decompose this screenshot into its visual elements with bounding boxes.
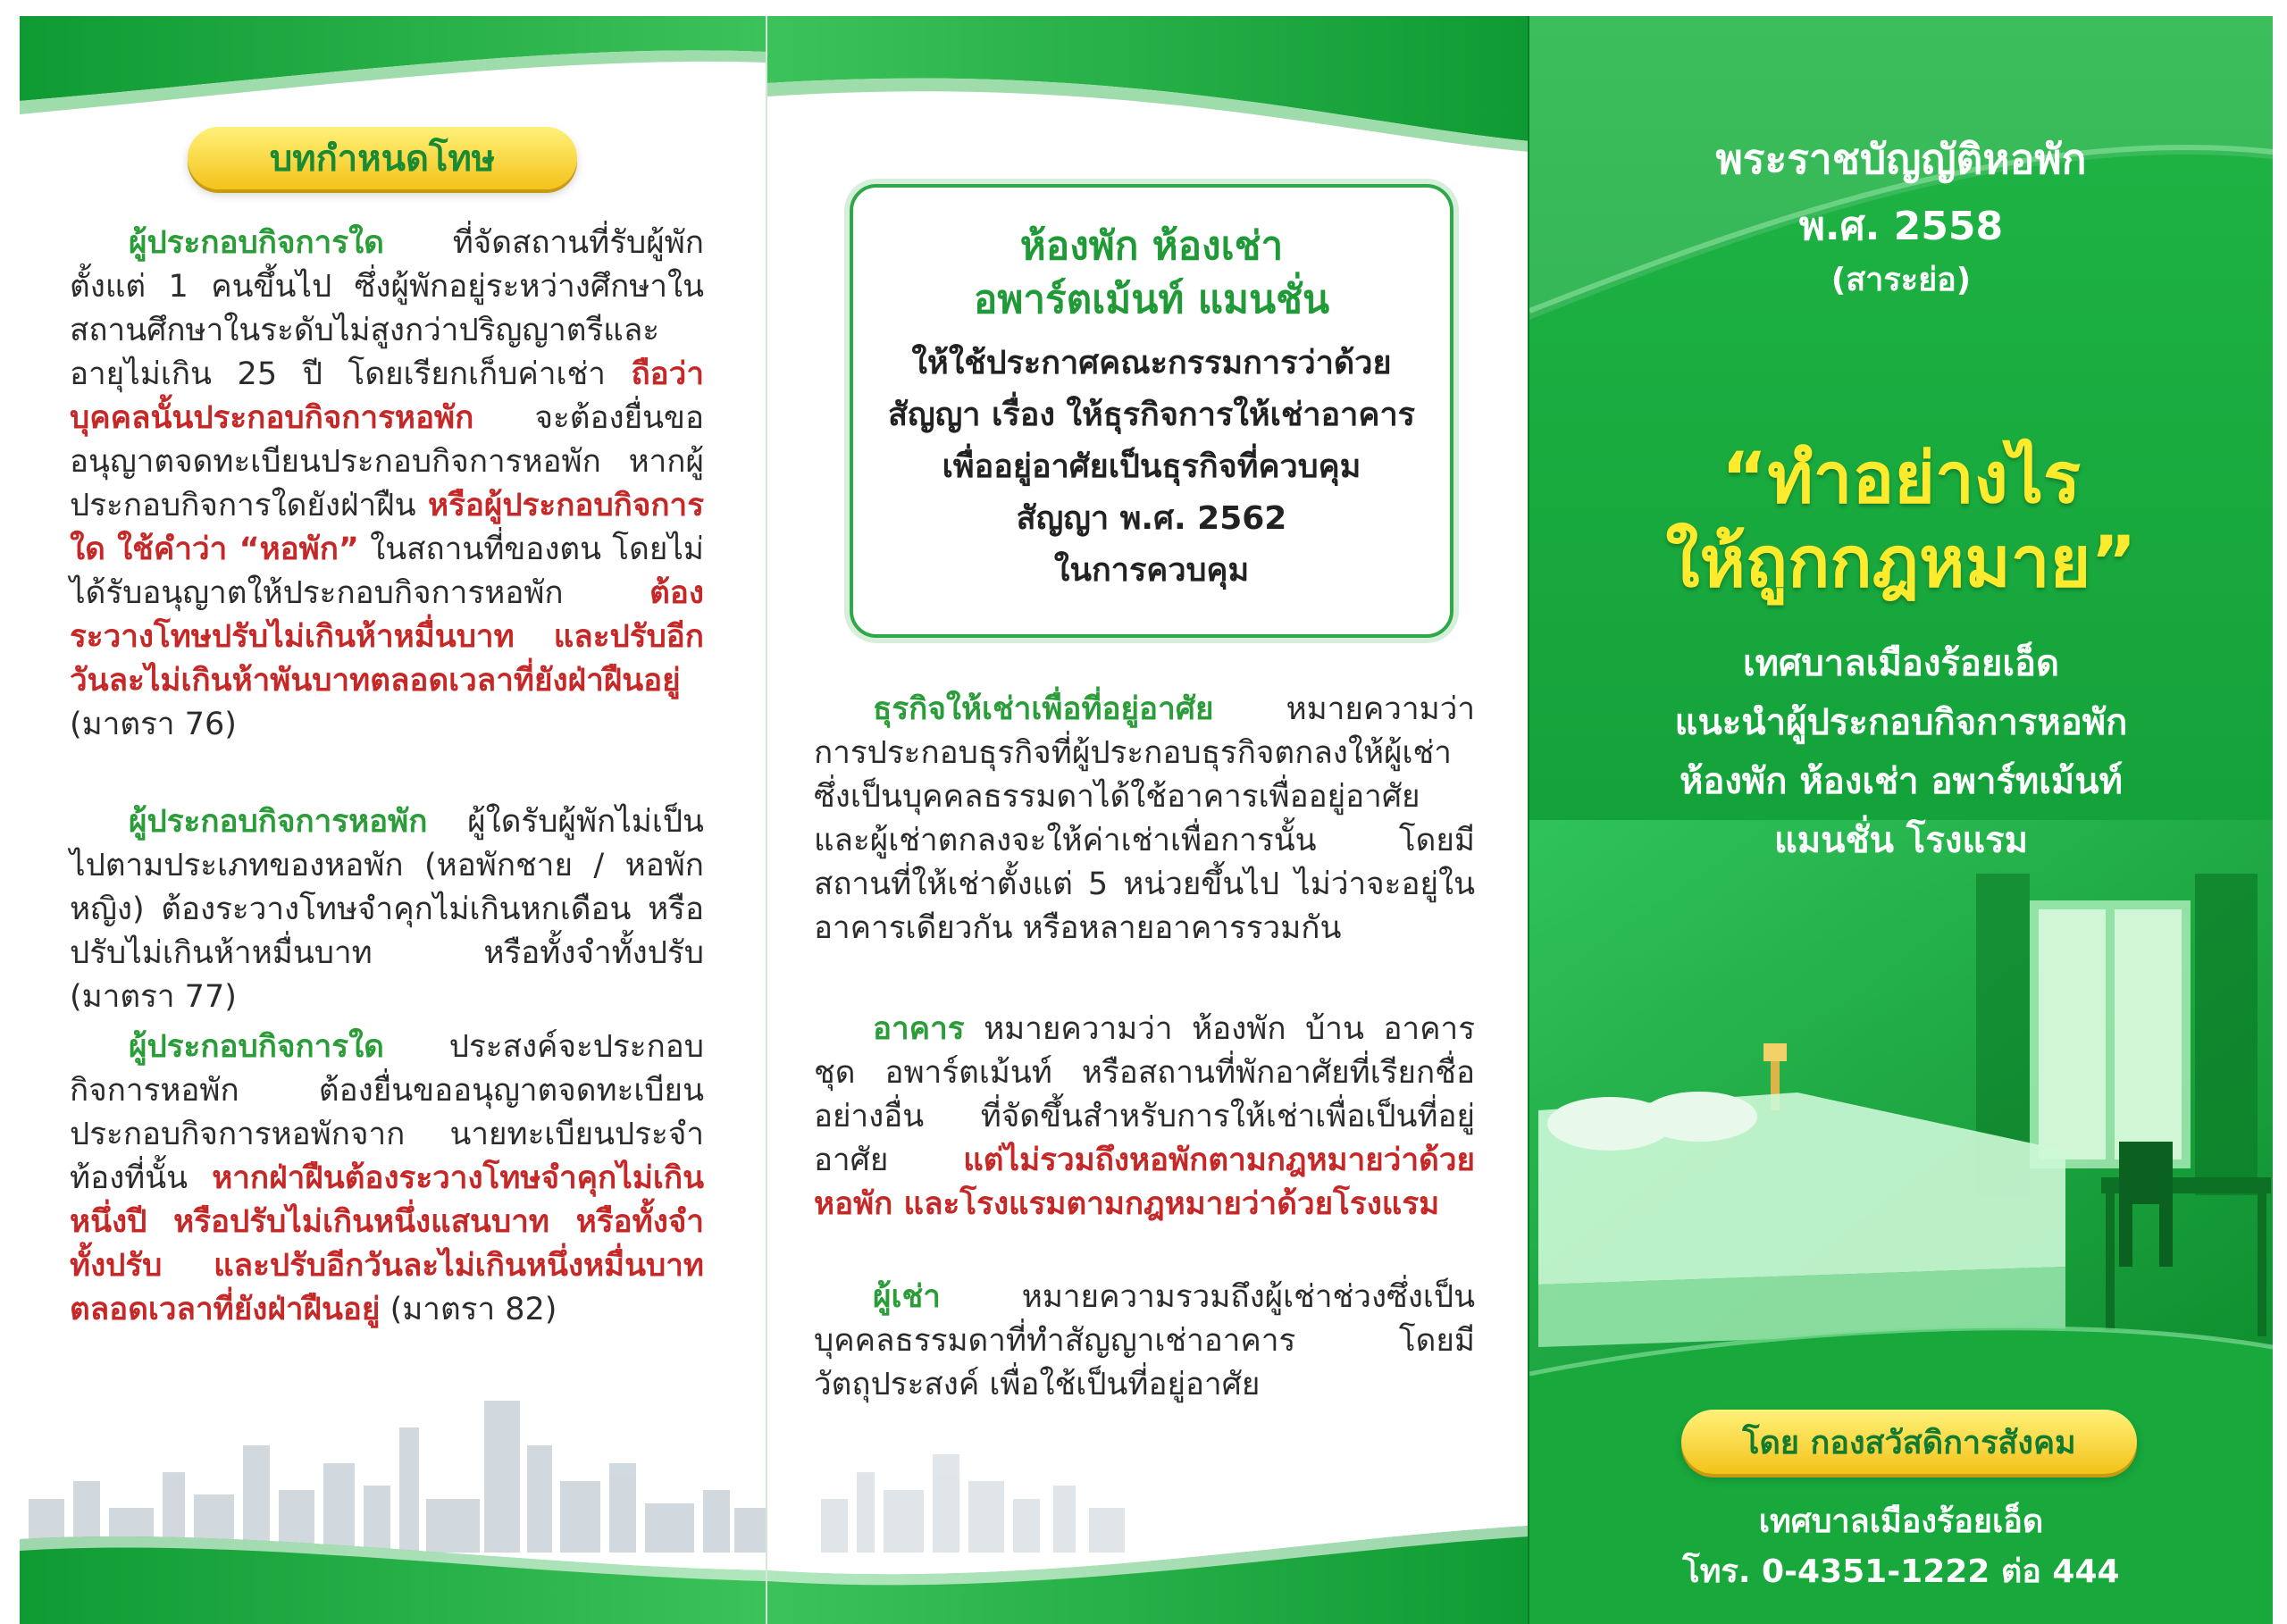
para1-highlight-a: ถือว่าบุคคลนั้นประกอบกิจการหอพัก xyxy=(70,356,704,436)
def3-text: หมายความรวมถึงผู้เช่าช่วงซึ่งเป็นบุคคลธรรมดาที่ทำสัญญาเช่าอาคาร โดยมีวัตถุประสงค์ เพื่อใช้เป็นที่อยู่อาศัย xyxy=(814,1279,1475,1402)
cover-subtitle-4: แมนชั่น โรงแรม xyxy=(1773,820,2029,861)
cover-subtitle-2: แนะนำผู้ประกอบกิจการหอพัก xyxy=(1674,702,2128,743)
panel-penalties xyxy=(20,16,766,1624)
brochure-sheet xyxy=(20,16,2271,1624)
para2-text: ผู้ใดรับผู้พักไม่เป็นไปตามประเภทของหอพัก (หอพักชาย / หอพักหญิง) ต้องระวางโทษจำคุกไม่เกินหกเดือน หรือปรับไม่เกินห้าหมื่นบาท หรือทั้งจำทั้งปรับ (มาตรา 77) xyxy=(70,804,704,1015)
cover-headline-1: “ทำอย่างไร xyxy=(1721,439,2082,519)
para1-text-a: ที่จัดสถานที่รับผู้พักตั้งแต่ 1 คนขึ้นไป ซึ่งผู้พักอยู่ระหว่างศึกษาในสถานศึกษาในระดับไม่สูงกว่าปริญญาตรีและอายุไม่เกิน 25 ปี โดยเรียกเก็บค่าเช่า xyxy=(70,225,704,392)
skyline-graphic xyxy=(29,1401,766,1553)
para1-highlight-c: ต้องระวางโทษปรับไม่เกินห้าหมื่นบาท และปรับอีกวันละไม่เกินห้าพันบาทตลอดเวลาที่ยังฝ่าฝืนอยู่ xyxy=(70,575,704,699)
publisher-org: เทศบาลเมืองร้อยเอ็ด xyxy=(1758,1503,2044,1540)
penalties-badge xyxy=(188,127,577,189)
para1-subject: ผู้ประกอบกิจการใด xyxy=(129,225,384,261)
para3-subject: ผู้ประกอบกิจการใด xyxy=(129,1029,384,1065)
def1-term: ธุรกิจให้เช่าเพื่อที่อยู่อาศัย xyxy=(873,691,1214,727)
def3-term: ผู้เช่า xyxy=(873,1279,941,1315)
publisher-phone: โทร. 0-4351-1222 ต่อ 444 xyxy=(1682,1553,2120,1590)
act-year: พ.ศ. 2558 xyxy=(1798,204,2004,249)
definition-tenant xyxy=(814,1276,1475,1407)
panel-definitions xyxy=(766,16,1529,1624)
cover-subtitle-1: เทศบาลเมืองร้อยเอ็ด xyxy=(1742,643,2059,684)
penalties-badge-label: บทกำหนดโทษ xyxy=(269,138,496,180)
para1-text-c: ในสถานที่ของตน โดยไม่ได้รับอนุญาตให้ประกอบกิจการหอพัก xyxy=(70,532,704,611)
skyline-graphic-2 xyxy=(821,1454,1125,1553)
regulation-notice-box xyxy=(850,184,1453,638)
notice-line-3: เพื่ออยู่อาศัยเป็นธุรกิจที่ควบคุม xyxy=(942,448,1361,485)
definition-rental-business xyxy=(814,688,1475,950)
penalty-paragraph-1 xyxy=(70,222,704,747)
para3-highlight: หากฝ่าฝืนต้องระวางโทษจำคุกไม่เกินหนึ่งปี หรือปรับไม่เกินหนึ่งแสนบาท หรือทั้งจำ ทั้งปรับ และปรับอีกวันละไม่เกินหนึ่งหมื่นบาทตลอดเวลาที่ยังฝ่าฝืนอยู่ xyxy=(70,1160,704,1327)
penalty-paragraph-2 xyxy=(70,800,704,1019)
publisher-badge-label: โดย กองสวัสดิการสังคม xyxy=(1742,1424,2076,1461)
notice-title-1: ห้องพัก ห้องเช่า xyxy=(1019,223,1284,269)
notice-line-5: ในการควบคุม xyxy=(1053,552,1250,589)
para3-text-a: ประสงค์จะประกอบกิจการหอพัก ต้องยื่นขออนุญาตจดทะเบียนประกอบกิจการหอพักจาก นายทะเบียนประจำท้องที่นั้น xyxy=(70,1029,704,1196)
def2-term: อาคาร xyxy=(873,1011,965,1047)
notice-line-2: สัญญา เรื่อง ให้ธุรกิจการให้เช่าอาคาร xyxy=(887,397,1416,433)
notice-body xyxy=(853,338,1450,597)
act-title: พระราชบัญญัติหอพัก xyxy=(1715,135,2087,183)
def2-exception: แต่ไม่รวมถึงหอพักตามกฎหมายว่าด้วยหอพัก และโรงแรมตามกฎหมายว่าด้วยโรงแรม xyxy=(814,1143,1475,1222)
para1-highlight-b: หรือผู้ประกอบกิจการใด ใช้คำว่า “หอพัก” xyxy=(70,488,704,567)
def1-text: หมายความว่า การประกอบธุรกิจที่ผู้ประกอบธุรกิจตกลงให้ผู้เช่า ซึ่งเป็นบุคคลธรรมดาได้ใช้อาคารเพื่ออยู่อาศัย และผู้เช่าตกลงจะให้ค่าเช่าเพื่อการนั้น โดยมีสถานที่ให้เช่าตั้งแต่ 5 หน่วยขึ้นไป ไม่ว่าจะอยู่ในอาคารเดียวกัน หรือหลายอาคารรวมกัน xyxy=(814,691,1475,946)
para2-subject: ผู้ประกอบกิจการหอพัก xyxy=(129,804,428,840)
notice-line-4: สัญญา พ.ศ. 2562 xyxy=(1016,500,1287,537)
def2-text: หมายความว่า ห้องพัก บ้าน อาคารชุด อพาร์ตเม้นท์ หรือสถานที่พักอาศัยที่เรียกชื่ออย่างอื่น ที่จัดขึ้นสำหรับการให้เช่าเพื่อเป็นที่อยู่อาศัย xyxy=(814,1011,1475,1178)
cover-headline-2: ให้ถูกกฎหมาย” xyxy=(1665,523,2137,603)
bedroom-photo xyxy=(1529,820,2273,1392)
para1-text-b: จะต้องยื่นขออนุญาตจดทะเบียนประกอบกิจการหอพัก หากผู้ประกอบกิจการใดยังฝ่าฝืน xyxy=(70,400,704,523)
publisher-badge xyxy=(1681,1410,2137,1474)
para1-section-ref: (มาตรา 76) xyxy=(70,707,237,742)
panel-cover xyxy=(1528,16,2273,1624)
notice-line-1: ให้ใช้ประกาศคณะกรรมการว่าด้วย xyxy=(911,345,1392,381)
notice-title-2: อพาร์ตเม้นท์ แมนชั่น xyxy=(973,277,1330,322)
cover-subtitle-3: ห้องพัก ห้องเช่า อพาร์ทเม้นท์ xyxy=(1679,761,2123,802)
para3-section-ref: (มาตรา 82) xyxy=(380,1292,557,1327)
penalty-paragraph-3 xyxy=(70,1025,704,1332)
definition-building xyxy=(814,1008,1475,1226)
act-summary-label: (สาระย่อ) xyxy=(1830,262,1972,298)
